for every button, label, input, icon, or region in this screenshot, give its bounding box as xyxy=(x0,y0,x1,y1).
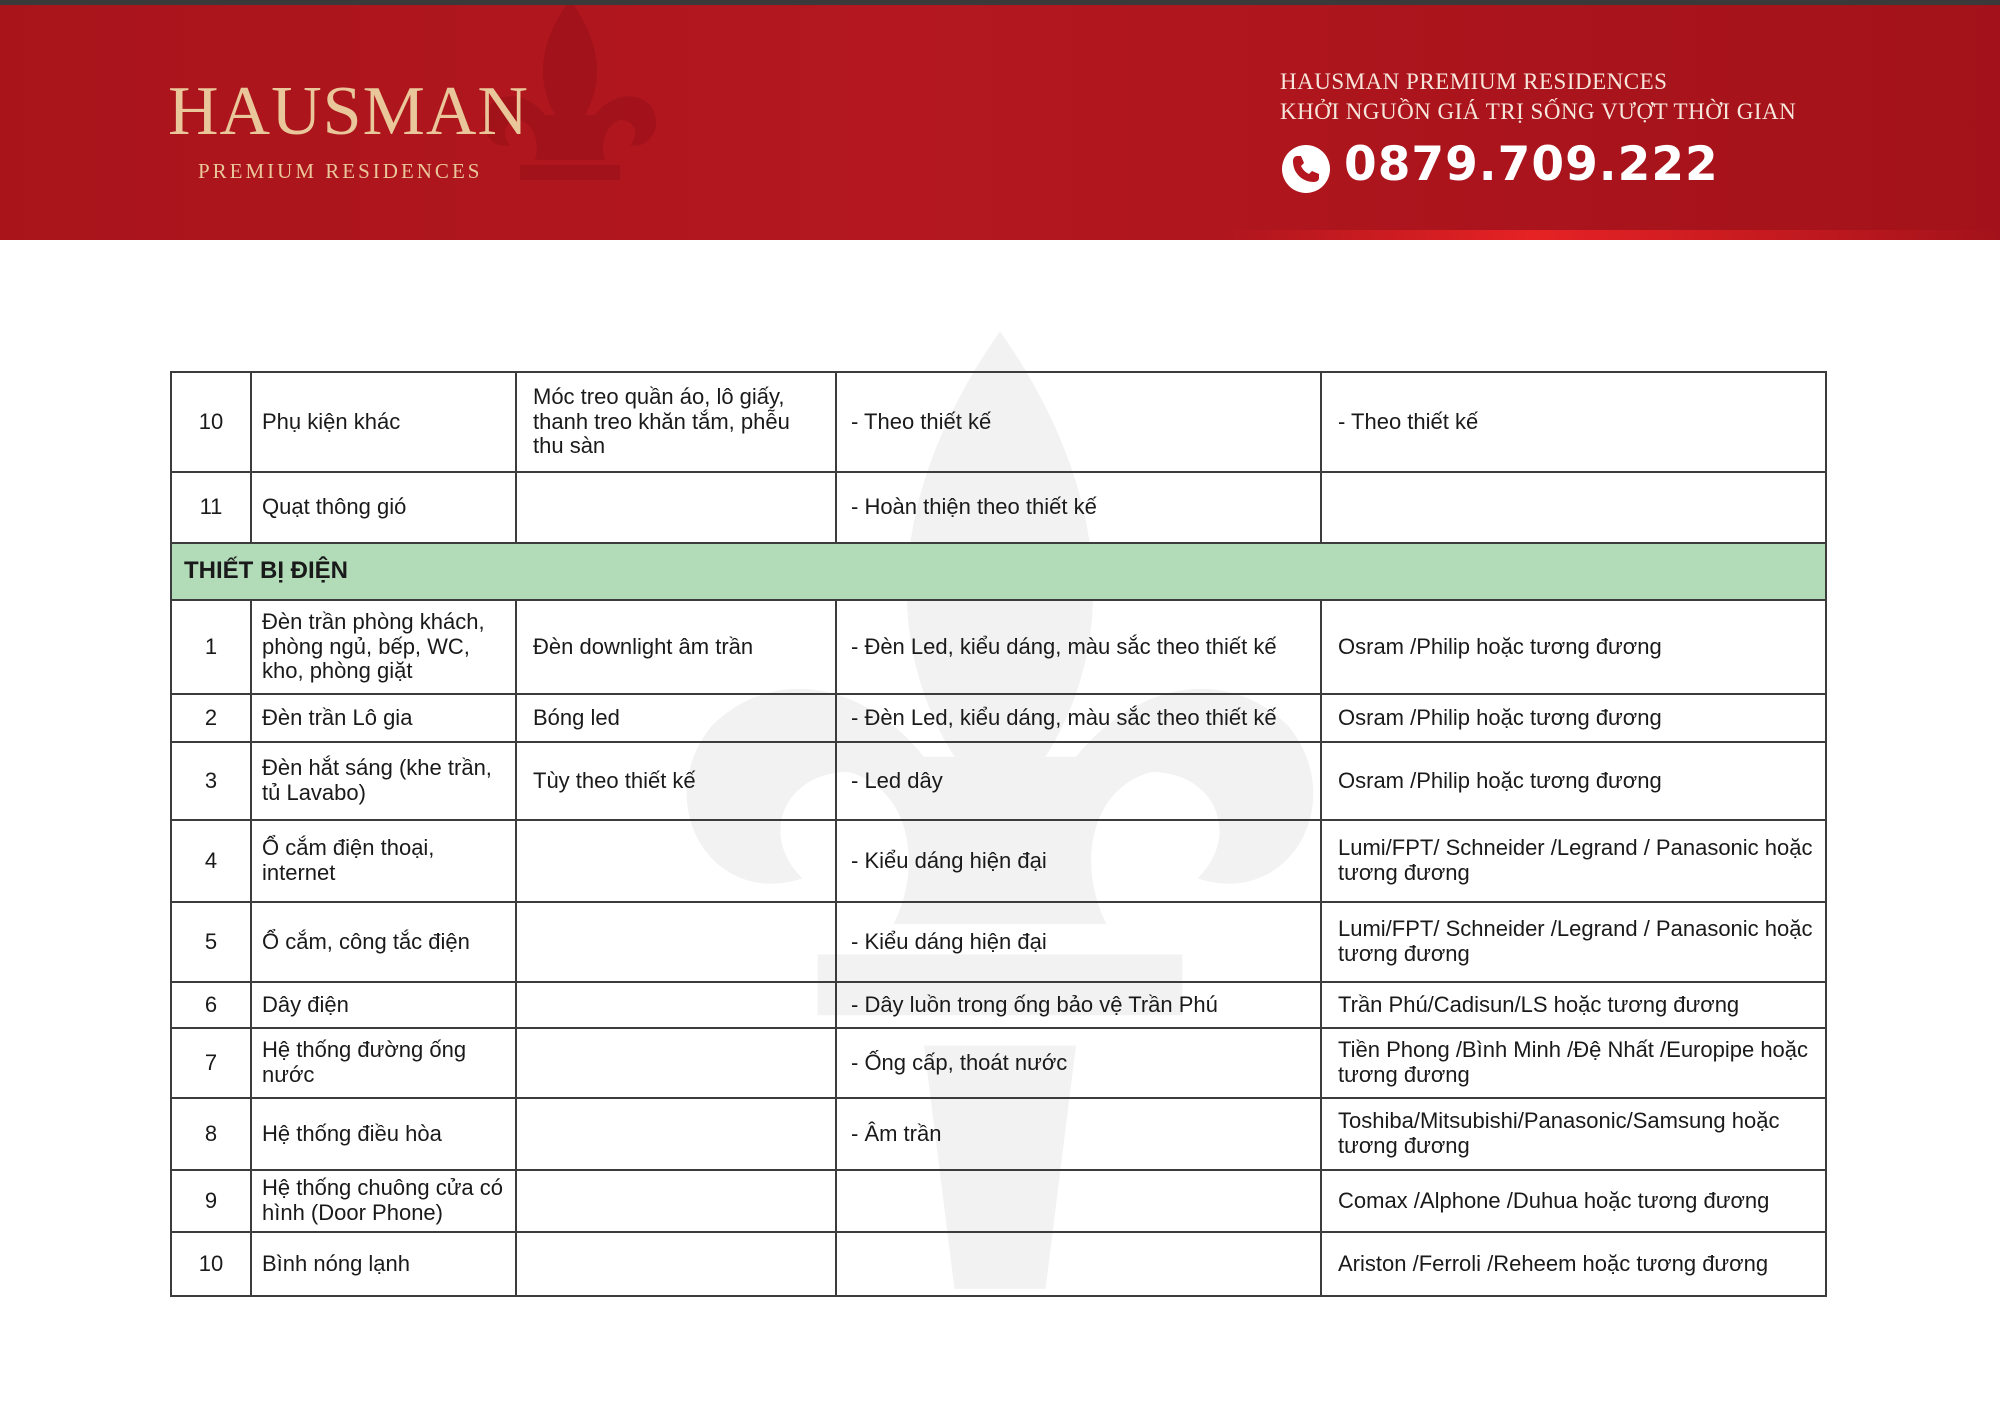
row-number: 7 xyxy=(171,1028,251,1098)
table-row xyxy=(171,982,1826,1028)
item-brand: Tiền Phong /Bình Minh /Đệ Nhất /Europipe hoặc tương đương xyxy=(1321,1028,1826,1098)
item-name: Phụ kiện khác xyxy=(251,372,516,472)
table-row xyxy=(171,1170,1826,1232)
item-description xyxy=(516,1170,836,1232)
item-description xyxy=(516,472,836,543)
item-description: Tùy theo thiết kế xyxy=(516,742,836,820)
item-spec: - Theo thiết kế xyxy=(836,372,1321,472)
logo-wordmark: HAUSMAN xyxy=(168,73,529,150)
row-number: 6 xyxy=(171,982,251,1028)
item-spec xyxy=(836,1232,1321,1296)
item-brand: Osram /Philip hoặc tương đương xyxy=(1321,600,1826,694)
spec-table xyxy=(170,371,1827,1297)
item-brand xyxy=(1321,472,1826,543)
table-row xyxy=(171,902,1826,982)
phone-icon xyxy=(1280,143,1332,195)
table-row xyxy=(171,1098,1826,1170)
item-brand: Lumi/FPT/ Schneider /Legrand / Panasonic hoặc tương đương xyxy=(1321,820,1826,902)
logo xyxy=(168,73,529,187)
item-spec: - Ống cấp, thoát nước xyxy=(836,1028,1321,1098)
brand-slogan: KHỞI NGUỒN GIÁ TRỊ SỐNG VƯỢT THỜI GIAN xyxy=(1280,99,1797,124)
item-brand: Toshiba/Mitsubishi/Panasonic/Samsung hoặc tương đương xyxy=(1321,1098,1826,1170)
item-description xyxy=(516,902,836,982)
table-row xyxy=(171,1028,1826,1098)
item-description xyxy=(516,982,836,1028)
item-name: Dây điện xyxy=(251,982,516,1028)
item-brand: - Theo thiết kế xyxy=(1321,372,1826,472)
header-glow xyxy=(1220,230,2000,240)
item-spec: - Đèn Led, kiểu dáng, màu sắc theo thiết kế xyxy=(836,600,1321,694)
item-spec: - Kiểu dáng hiện đại xyxy=(836,820,1321,902)
table-row xyxy=(171,1232,1826,1296)
brand-title: HAUSMAN PREMIUM RESIDENCES xyxy=(1280,69,1668,94)
item-description: Đèn downlight âm trần xyxy=(516,600,836,694)
item-name: Hệ thống đường ống nước xyxy=(251,1028,516,1098)
row-number: 5 xyxy=(171,902,251,982)
row-number: 11 xyxy=(171,472,251,543)
hotline-number[interactable]: 0879.709.222 xyxy=(1344,137,1719,192)
item-description: Móc treo quần áo, lô giấy, thanh treo khăn tắm, phễu thu sàn xyxy=(516,372,836,472)
item-brand: Trần Phú/Cadisun/LS hoặc tương đương xyxy=(1321,982,1826,1028)
table-row xyxy=(171,600,1826,694)
row-number: 2 xyxy=(171,694,251,742)
item-spec: - Âm trần xyxy=(836,1098,1321,1170)
item-spec: - Hoàn thiện theo thiết kế xyxy=(836,472,1321,543)
item-spec: - Dây luồn trong ống bảo vệ Trần Phú xyxy=(836,982,1321,1028)
table-row xyxy=(171,472,1826,543)
item-name: Ổ cắm điện thoại, internet xyxy=(251,820,516,902)
row-number: 4 xyxy=(171,820,251,902)
section-header-row xyxy=(171,543,1826,600)
item-description xyxy=(516,1098,836,1170)
item-brand: Osram /Philip hoặc tương đương xyxy=(1321,694,1826,742)
logo-subtitle: PREMIUM RESIDENCES xyxy=(198,159,483,183)
item-spec xyxy=(836,1170,1321,1232)
item-name: Quạt thông gió xyxy=(251,472,516,543)
item-description xyxy=(516,1028,836,1098)
table-row xyxy=(171,742,1826,820)
item-name: Đèn trần phòng khách, phòng ngủ, bếp, WC, kho, phòng giặt xyxy=(251,600,516,694)
row-number: 10 xyxy=(171,1232,251,1296)
row-number: 3 xyxy=(171,742,251,820)
section-title: THIẾT BỊ ĐIỆN xyxy=(171,543,1826,600)
item-description xyxy=(516,1232,836,1296)
item-name: Hệ thống điều hòa xyxy=(251,1098,516,1170)
item-brand: Ariston /Ferroli /Reheem hoặc tương đương xyxy=(1321,1232,1826,1296)
row-number: 1 xyxy=(171,600,251,694)
item-spec: - Đèn Led, kiểu dáng, màu sắc theo thiết kế xyxy=(836,694,1321,742)
item-spec: - Kiểu dáng hiện đại xyxy=(836,902,1321,982)
item-brand: Osram /Philip hoặc tương đương xyxy=(1321,742,1826,820)
item-name: Đèn trần Lô gia xyxy=(251,694,516,742)
item-name: Đèn hắt sáng (khe trần, tủ Lavabo) xyxy=(251,742,516,820)
row-number: 8 xyxy=(171,1098,251,1170)
item-name: Hệ thống chuông cửa có hình (Door Phone) xyxy=(251,1170,516,1232)
table-row xyxy=(171,694,1826,742)
item-name: Ổ cắm, công tắc điện xyxy=(251,902,516,982)
row-number: 9 xyxy=(171,1170,251,1232)
item-description xyxy=(516,820,836,902)
item-name: Bình nóng lạnh xyxy=(251,1232,516,1296)
table-row xyxy=(171,372,1826,472)
item-spec: - Led dây xyxy=(836,742,1321,820)
table-row xyxy=(171,820,1826,902)
page-header xyxy=(0,5,2000,240)
row-number: 10 xyxy=(171,372,251,472)
item-brand: Lumi/FPT/ Schneider /Legrand / Panasonic hoặc tương đương xyxy=(1321,902,1826,982)
item-description: Bóng led xyxy=(516,694,836,742)
item-brand: Comax /Alphone /Duhua hoặc tương đương xyxy=(1321,1170,1826,1232)
